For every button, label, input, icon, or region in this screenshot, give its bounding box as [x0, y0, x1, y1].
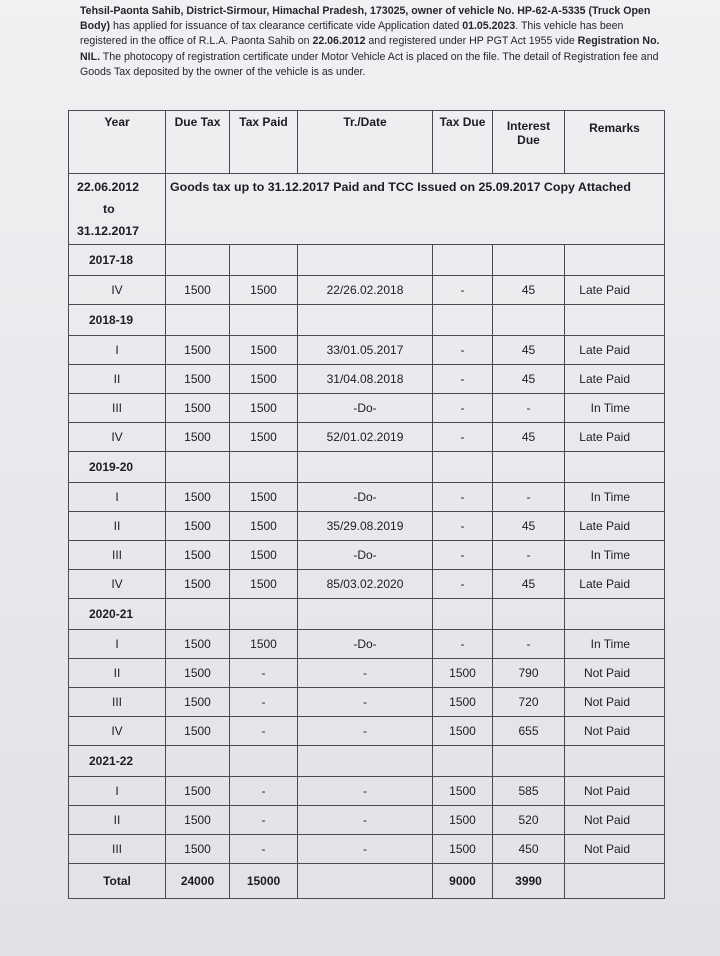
tax-paid-cell: - [230, 806, 298, 835]
remarks-cell: Not Paid [565, 777, 665, 806]
due-tax-cell: 1500 [166, 835, 230, 864]
remarks-cell: In Time [565, 630, 665, 659]
tax-paid-cell: - [230, 659, 298, 688]
intro-line1: Tehsil-Paonta Sahib, District-Sirmour, Himachal Pradesh, 173025, owner of vehicle No. HP-62-A-5335 [80, 5, 586, 17]
tr-date-cell: 35/29.08.2019 [298, 512, 433, 541]
intro-paragraph [80, 4, 670, 80]
table-row [69, 394, 665, 423]
total-due-tax: 24000 [166, 864, 230, 899]
period-from: 22.06.2012 [77, 180, 140, 194]
tax-due-cell: - [433, 630, 493, 659]
tax-due-cell: - [433, 423, 493, 452]
year-label: 2017-18 [69, 245, 166, 276]
empty-cell [493, 245, 565, 276]
table-row [69, 276, 665, 305]
tr-date-cell: - [298, 688, 433, 717]
empty-cell [298, 305, 433, 336]
period-note-row [69, 174, 665, 245]
intro-application-text: has applied for issuance of tax clearance certificate vide Application dated [110, 20, 463, 33]
interest-due-cell: - [493, 630, 565, 659]
empty-cell [433, 305, 493, 336]
empty-cell [493, 305, 565, 336]
empty-cell [433, 746, 493, 777]
tr-date-cell: - [298, 806, 433, 835]
application-date: 01.05.2023 [462, 20, 516, 33]
remarks-cell: Not Paid [565, 688, 665, 717]
quarter-cell: III [69, 688, 166, 717]
empty-cell [230, 452, 298, 483]
empty-cell [565, 746, 665, 777]
total-tr-date [298, 864, 433, 899]
tr-date-cell: - [298, 659, 433, 688]
interest-due-cell: - [493, 394, 565, 423]
due-tax-cell: 1500 [166, 365, 230, 394]
remarks-cell: Late Paid [565, 423, 665, 452]
interest-due-cell: 655 [493, 717, 565, 746]
due-tax-cell: 1500 [166, 717, 230, 746]
due-tax-cell: 1500 [166, 777, 230, 806]
tr-date-cell: - [298, 717, 433, 746]
empty-cell [565, 305, 665, 336]
interest-due-cell: 45 [493, 512, 565, 541]
empty-cell [565, 599, 665, 630]
interest-due-cell: 45 [493, 276, 565, 305]
quarter-cell: IV [69, 276, 166, 305]
tax-paid-cell: 1500 [230, 336, 298, 365]
tax-due-cell: - [433, 541, 493, 570]
empty-cell [230, 305, 298, 336]
due-tax-cell: 1500 [166, 541, 230, 570]
header-tax-due: Tax Due [433, 111, 493, 174]
due-tax-cell: 1500 [166, 659, 230, 688]
quarter-cell: III [69, 541, 166, 570]
tax-paid-cell: 1500 [230, 570, 298, 599]
total-label: Total [69, 864, 166, 899]
intro-registration-text: This vehicle has been registered in the office of R.L.A. Paonta Sahib on [80, 20, 624, 48]
tax-due-cell: 1500 [433, 835, 493, 864]
registration-number: Registration No. NIL. [80, 35, 660, 63]
interest-due-cell: 520 [493, 806, 565, 835]
remarks-cell: Late Paid [565, 336, 665, 365]
year-label: 2021-22 [69, 746, 166, 777]
header-tr-date: Tr./Date [298, 111, 433, 174]
year-label: 2018-19 [69, 305, 166, 336]
remarks-cell: In Time [565, 541, 665, 570]
empty-cell [166, 746, 230, 777]
table-body [69, 174, 665, 899]
due-tax-cell: 1500 [166, 630, 230, 659]
empty-cell [565, 452, 665, 483]
remarks-cell: Late Paid [565, 512, 665, 541]
period-note: Goods tax up to 31.12.2017 Paid and TCC Issued on 25.09.2017 Copy Attached [166, 174, 665, 245]
empty-cell [230, 245, 298, 276]
remarks-cell: In Time [565, 483, 665, 512]
year-row [69, 599, 665, 630]
interest-due-cell: 45 [493, 423, 565, 452]
header-due-tax: Due Tax [166, 111, 230, 174]
due-tax-cell: 1500 [166, 423, 230, 452]
table-row [69, 630, 665, 659]
tr-date-cell: -Do- [298, 630, 433, 659]
registration-date: 22.06.2012 [312, 35, 366, 48]
remarks-cell: In Time [565, 394, 665, 423]
empty-cell [166, 245, 230, 276]
table-row [69, 835, 665, 864]
intro-closing-text: The photocopy of registration certificate under Motor Vehicle Act is placed on the file. The detail of Registration fee and Goods Tax deposited by the owner of the vehicle is as under. [80, 50, 659, 78]
tax-due-cell: - [433, 483, 493, 512]
intro-text [80, 4, 670, 80]
remarks-cell: Not Paid [565, 717, 665, 746]
quarter-cell: IV [69, 423, 166, 452]
empty-cell [230, 599, 298, 630]
quarter-cell: II [69, 365, 166, 394]
tax-paid-cell: - [230, 777, 298, 806]
table-row [69, 659, 665, 688]
year-label: 2020-21 [69, 599, 166, 630]
empty-cell [166, 599, 230, 630]
tax-due-cell: 1500 [433, 777, 493, 806]
interest-due-cell: - [493, 541, 565, 570]
period-to: 31.12.2017 [77, 224, 140, 238]
total-row [69, 864, 665, 899]
due-tax-cell: 1500 [166, 336, 230, 365]
tax-due-cell: - [433, 276, 493, 305]
intro-period: . [515, 20, 519, 33]
interest-due-cell: - [493, 483, 565, 512]
due-tax-cell: 1500 [166, 512, 230, 541]
tax-due-cell: 1500 [433, 659, 493, 688]
empty-cell [493, 746, 565, 777]
due-tax-cell: 1500 [166, 806, 230, 835]
remarks-cell: Not Paid [565, 835, 665, 864]
table-row [69, 365, 665, 394]
quarter-cell: IV [69, 717, 166, 746]
tr-date-cell: 22/26.02.2018 [298, 276, 433, 305]
due-tax-cell: 1500 [166, 276, 230, 305]
quarter-cell: II [69, 659, 166, 688]
empty-cell [433, 599, 493, 630]
empty-cell [565, 245, 665, 276]
interest-due-cell: 585 [493, 777, 565, 806]
tax-paid-cell: - [230, 688, 298, 717]
remarks-cell: Late Paid [565, 276, 665, 305]
tax-due-cell: - [433, 512, 493, 541]
tax-due-cell: - [433, 394, 493, 423]
tax-details-table [68, 110, 665, 899]
period-cell [69, 174, 166, 245]
due-tax-cell: 1500 [166, 570, 230, 599]
empty-cell [433, 245, 493, 276]
table-row [69, 483, 665, 512]
empty-cell [166, 452, 230, 483]
interest-due-cell: 790 [493, 659, 565, 688]
due-tax-cell: 1500 [166, 688, 230, 717]
tax-paid-cell: 1500 [230, 276, 298, 305]
tr-date-cell: 85/03.02.2020 [298, 570, 433, 599]
tax-due-cell: - [433, 336, 493, 365]
table-row [69, 512, 665, 541]
empty-cell [493, 452, 565, 483]
tax-paid-cell: 1500 [230, 483, 298, 512]
total-interest-due: 3990 [493, 864, 565, 899]
interest-due-cell: 45 [493, 570, 565, 599]
table-header-row [69, 111, 665, 174]
tax-due-cell: - [433, 365, 493, 394]
interest-due-cell: 45 [493, 336, 565, 365]
due-tax-cell: 1500 [166, 394, 230, 423]
table-row [69, 777, 665, 806]
tax-paid-cell: - [230, 835, 298, 864]
due-tax-cell: 1500 [166, 483, 230, 512]
year-row [69, 305, 665, 336]
tr-date-cell: -Do- [298, 541, 433, 570]
tr-date-cell: 31/04.08.2018 [298, 365, 433, 394]
quarter-cell: I [69, 777, 166, 806]
remarks-cell: Late Paid [565, 570, 665, 599]
table-row [69, 806, 665, 835]
quarter-cell: II [69, 512, 166, 541]
quarter-cell: III [69, 835, 166, 864]
empty-cell [298, 599, 433, 630]
tr-date-cell: 33/01.05.2017 [298, 336, 433, 365]
table-row [69, 688, 665, 717]
total-tax-paid: 15000 [230, 864, 298, 899]
empty-cell [230, 746, 298, 777]
table-row [69, 717, 665, 746]
remarks-cell: Not Paid [565, 806, 665, 835]
year-row [69, 452, 665, 483]
tax-paid-cell: 1500 [230, 512, 298, 541]
intro-act-text: and registered under HP PGT Act 1955 vide [365, 35, 578, 48]
tax-due-cell: 1500 [433, 717, 493, 746]
year-label: 2019-20 [69, 452, 166, 483]
tax-paid-cell: 1500 [230, 630, 298, 659]
tax-paid-cell: 1500 [230, 541, 298, 570]
quarter-cell: IV [69, 570, 166, 599]
empty-cell [166, 305, 230, 336]
quarter-cell: II [69, 806, 166, 835]
header-tax-paid: Tax Paid [230, 111, 298, 174]
vehicle-type: (Truck Open Body) [80, 5, 651, 33]
quarter-cell: III [69, 394, 166, 423]
tax-due-cell: 1500 [433, 688, 493, 717]
tr-date-cell: - [298, 835, 433, 864]
tax-paid-cell: 1500 [230, 365, 298, 394]
tax-paid-cell: 1500 [230, 394, 298, 423]
tax-due-cell: - [433, 570, 493, 599]
table-row [69, 570, 665, 599]
total-tax-due: 9000 [433, 864, 493, 899]
total-remarks [565, 864, 665, 899]
interest-due-cell: 450 [493, 835, 565, 864]
tr-date-cell: -Do- [298, 394, 433, 423]
interest-due-cell: 720 [493, 688, 565, 717]
empty-cell [433, 452, 493, 483]
table-row [69, 541, 665, 570]
tr-date-cell: -Do- [298, 483, 433, 512]
year-row [69, 746, 665, 777]
quarter-cell: I [69, 483, 166, 512]
tax-paid-cell: - [230, 717, 298, 746]
header-year: Year [69, 111, 166, 174]
empty-cell [493, 599, 565, 630]
header-interest-due: Interest Due [493, 111, 565, 174]
period-to-label: to [103, 202, 115, 216]
quarter-cell: I [69, 336, 166, 365]
tr-date-cell: 52/01.02.2019 [298, 423, 433, 452]
quarter-cell: I [69, 630, 166, 659]
empty-cell [298, 746, 433, 777]
table-row [69, 423, 665, 452]
empty-cell [298, 245, 433, 276]
remarks-cell: Late Paid [565, 365, 665, 394]
year-row [69, 245, 665, 276]
tax-due-cell: 1500 [433, 806, 493, 835]
empty-cell [298, 452, 433, 483]
tr-date-cell: - [298, 777, 433, 806]
tax-paid-cell: 1500 [230, 423, 298, 452]
table-row [69, 336, 665, 365]
interest-due-cell: 45 [493, 365, 565, 394]
header-remarks: Remarks [565, 111, 665, 174]
remarks-cell: Not Paid [565, 659, 665, 688]
